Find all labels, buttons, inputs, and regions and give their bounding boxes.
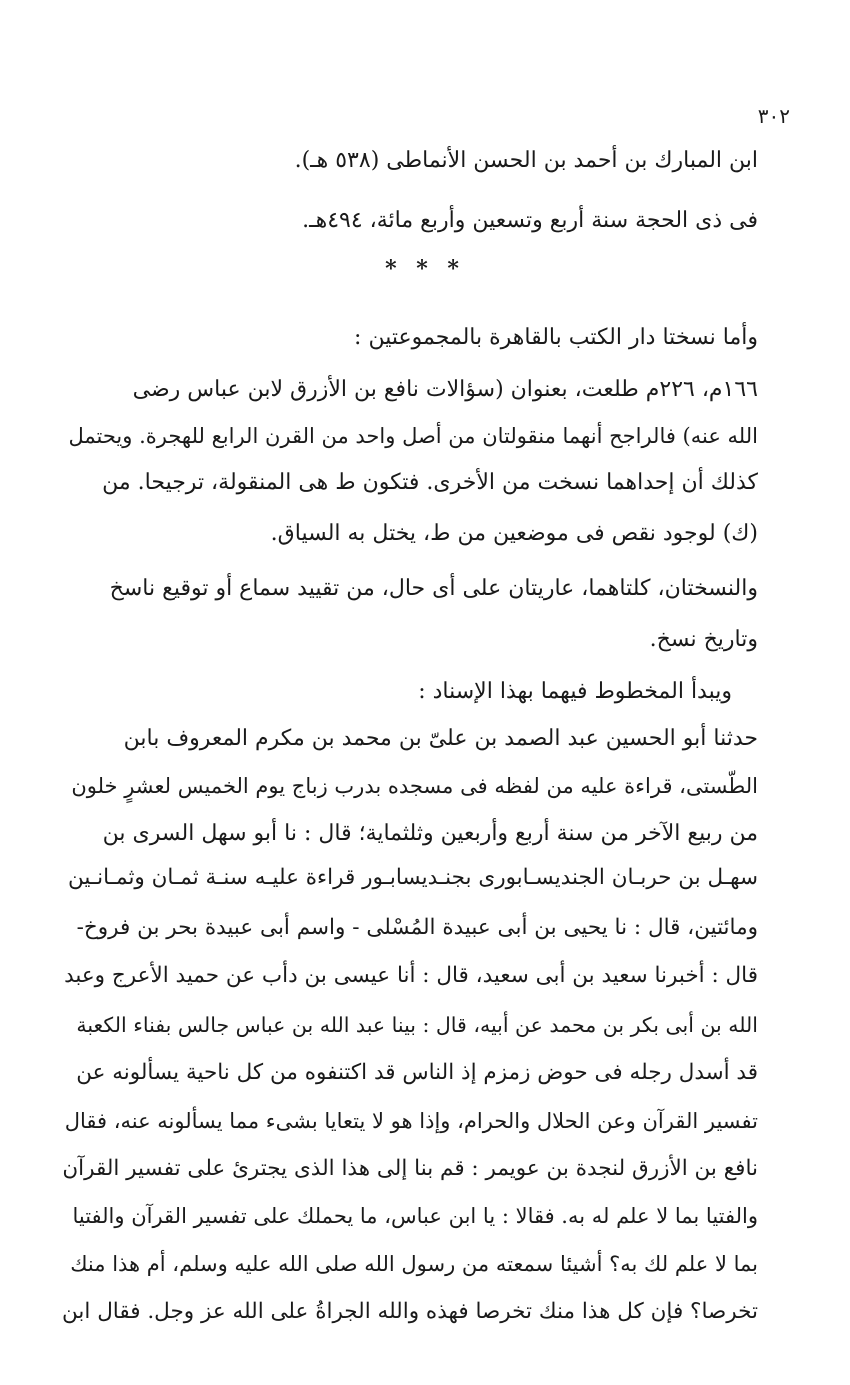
- para4-line: قال : أخبرنا سعيد بن أبى سعيد، قال : أنا عيسى بن دأب عن حميد الأعرج وعبد: [64, 963, 758, 988]
- para4-line: الطّستى، قراءة عليه من لفظه فى مسجده بدرب زباج يوم الخميس لعشرٍ خلون: [71, 774, 758, 798]
- para1-line: ١٦٦م، ٢٢٦م طلعت، بعنوان (سؤالات نافع بن الأزرق لابن عباس رضى: [132, 377, 758, 402]
- para1-line: كذلك أن إحداهما نسخت من الأخرى. فتكون ط هى المنقولة، ترجيحا. من: [102, 470, 758, 495]
- para4-line: والفتيا بما لا علم له به. فقالا : يا ابن عباس، ما يحملك على تفسير القرآن والفتيا: [72, 1204, 758, 1228]
- para1-line: (ك) لوجود نقص فى موضعين من ط، يختل به السياق.: [270, 521, 758, 546]
- section-separator: * * *: [385, 256, 465, 282]
- para4-line: من ربيع الآخر من سنة أربع وأربعين وثلثماية؛ قال : نا أبو سهل السرى بن: [102, 821, 758, 846]
- para4-line: تخرصا؟ فإن كل هذا منك تخرصا فهذه والله الجراةُ على الله عز وجل. فقال ابن: [62, 1299, 758, 1324]
- para4-line: نافع بن الأزرق لنجدة بن عويمر : قم بنا إلى هذا الذى يجترئ على تفسير القرآن: [62, 1156, 758, 1181]
- intro-line: وأما نسختا دار الكتب بالقاهرة بالمجموعتين :: [354, 325, 758, 350]
- para4-line: قد أسدل رجله فى حوض زمزم إذ الناس قد اكتنفوه من كل ناحية يسألونه عن: [76, 1060, 758, 1085]
- para1-line: الله عنه) فالراجح أنهما منقولتان من أصل واحد من القرن الرابع للهجرة. ويحتمل: [68, 424, 758, 448]
- para4-line: سهـل بن حربـان الجنديسـابورى بجنـديسابـور قراءة عليـه سنـة ثمـان وثمـانـين: [68, 865, 758, 890]
- para4-line: ومائتين، قال : نا يحيى بن أبى عبيدة المُسْلى - واسم أبى عبيدة بحر بن فروخ-: [76, 915, 758, 940]
- top-line-2: فى ذى الحجة سنة أربع وتسعين وأربع مائة، ٤٩٤هـ.: [302, 208, 758, 233]
- top-line-1: ابن المبارك بن أحمد بن الحسن الأنماطى (٥٣٨ هـ).: [294, 148, 758, 173]
- para4-line: الله بن أبى بكر بن محمد عن أبيه، قال : بينا عبد الله بن عباس جالس بفناء الكعبة: [76, 1013, 758, 1037]
- para4-line: بما لا علم لك به؟ أشيئا سمعته من رسول الله صلى الله عليه وسلم، أم هذا منك: [70, 1252, 758, 1276]
- para2-line: والنسختان، كلتاهما، عاريتان على أى حال، من تقييد سماع أو توقيع ناسخ: [109, 576, 758, 601]
- page-number: ٣٠٢: [757, 104, 790, 128]
- para4-line: حدثنا أبو الحسين عبد الصمد بن علىّ بن محمد بن مكرم المعروف بابن: [123, 726, 758, 751]
- para4-line: تفسير القرآن وعن الحلال والحرام، وإذا هو لا يتعايا بشىء مما يسألونه عنه، فقال: [64, 1109, 758, 1133]
- para2-line: وتاريخ نسخ.: [649, 627, 758, 652]
- para3-line: ويبدأ المخطوط فيهما بهذا الإسناد :: [418, 679, 732, 704]
